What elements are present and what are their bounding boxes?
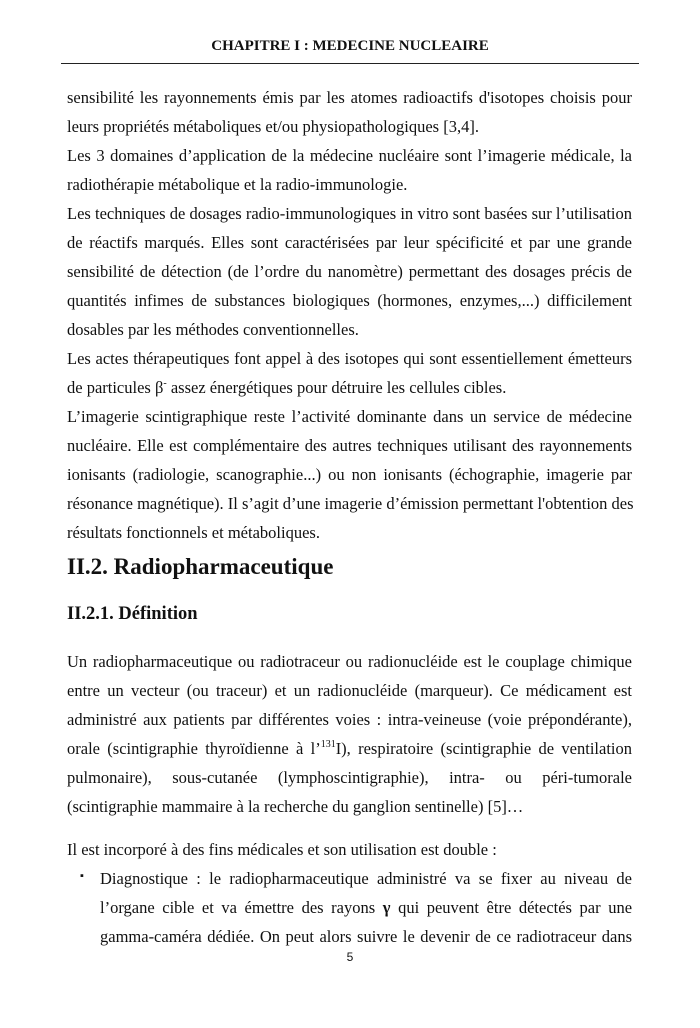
text-line: (scintigraphie mammaire à la recherche du ganglion sentinelle) [5]… xyxy=(67,797,524,816)
text-line: sensibilité les rayonnements émis par les atomes radioactifs d'isotopes choisis pour xyxy=(67,88,632,107)
text: qui peuvent être détectés par une xyxy=(398,898,633,917)
text-line: sensibilité de détection (de l’ordre du nanomètre) permettant des dosages précis de xyxy=(67,262,632,281)
text: I), respiratoire (scintigraphie de ventilation xyxy=(335,739,632,758)
bullet-line: gamma-caméra dédiée. On peut alors suivre le devenir de ce radiotraceur dans xyxy=(100,927,632,946)
text-line: ionisants (radiologie, scanographie...) ou non ionisants (échographie, imagerie par xyxy=(67,465,632,484)
superscript: - xyxy=(163,378,167,389)
text: assez énergétiques pour détruire les cellules cibles. xyxy=(166,378,507,397)
bullet-icon: ▪ xyxy=(80,870,84,882)
text-line: de réactifs marqués. Elles sont caractérisées par leur spécificité et par une grande xyxy=(67,233,632,252)
text-line: Les techniques de dosages radio-immunologiques in vitro sont basées sur l’utilisation xyxy=(67,204,632,223)
text-line: quantités infimes de substances biologiques (hormones, enzymes,...) difficilement xyxy=(67,291,632,310)
text-line: Les 3 domaines d’application de la médecine nucléaire sont l’imagerie médicale, la xyxy=(67,146,632,165)
text-line: administré aux patients par différentes voies : intra-veineuse (voie prépondérante), xyxy=(67,710,632,729)
text-line-iodine xyxy=(67,739,632,759)
text-line: résonance magnétique). Il s’agit d’une imagerie d’émission permettant l'obtention des xyxy=(67,494,634,513)
page-number: 5 xyxy=(346,950,354,964)
text-line: résultats fonctionnels et métaboliques. xyxy=(67,523,320,542)
chapter-header: CHAPITRE I : MEDECINE NUCLEAIRE xyxy=(211,38,489,54)
text-line: L’imagerie scintigraphique reste l’activité dominante dans un service de médecine xyxy=(67,407,632,426)
text-line: pulmonaire), sous-cutanée (lymphoscintigraphie), intra- ou péri-tumorale xyxy=(67,768,632,787)
text-line-beta xyxy=(67,378,632,398)
bullet-line: Diagnostique : le radiopharmaceutique administré va se fixer au niveau de xyxy=(100,869,632,888)
text-line: entre un vecteur (ou traceur) et un radionucléide (marqueur). Ce médicament est xyxy=(67,681,632,700)
text-line: radiothérapie métabolique et la radio-immunologie. xyxy=(67,175,408,194)
text-line: nucléaire. Elle est complémentaire des autres techniques utilisant des rayonnements xyxy=(67,436,632,455)
section-heading: II.2. Radiopharmaceutique xyxy=(67,554,334,579)
superscript: 131 xyxy=(320,739,336,750)
bullet-line xyxy=(100,898,632,918)
text-line: Il est incorporé à des fins médicales et son utilisation est double : xyxy=(67,840,497,859)
text-line: Les actes thérapeutiques font appel à des isotopes qui sont essentiellement émetteurs xyxy=(67,349,632,368)
header-rule xyxy=(61,63,639,64)
gamma-symbol: γ xyxy=(382,898,391,917)
text-line: Un radiopharmaceutique ou radiotraceur ou radionucléide est le couplage chimique xyxy=(67,652,632,671)
text-line: leurs propriétés métaboliques et/ou physiopathologiques [3,4]. xyxy=(67,117,479,136)
subsection-heading: II.2.1. Définition xyxy=(67,604,198,624)
text: l’organe cible et va émettre des rayons xyxy=(100,898,376,917)
text: de particules β xyxy=(67,378,164,397)
text: orale (scintigraphie thyroïdienne à l’ xyxy=(67,739,321,758)
text-line: dosables par les méthodes conventionnelles. xyxy=(67,320,359,339)
